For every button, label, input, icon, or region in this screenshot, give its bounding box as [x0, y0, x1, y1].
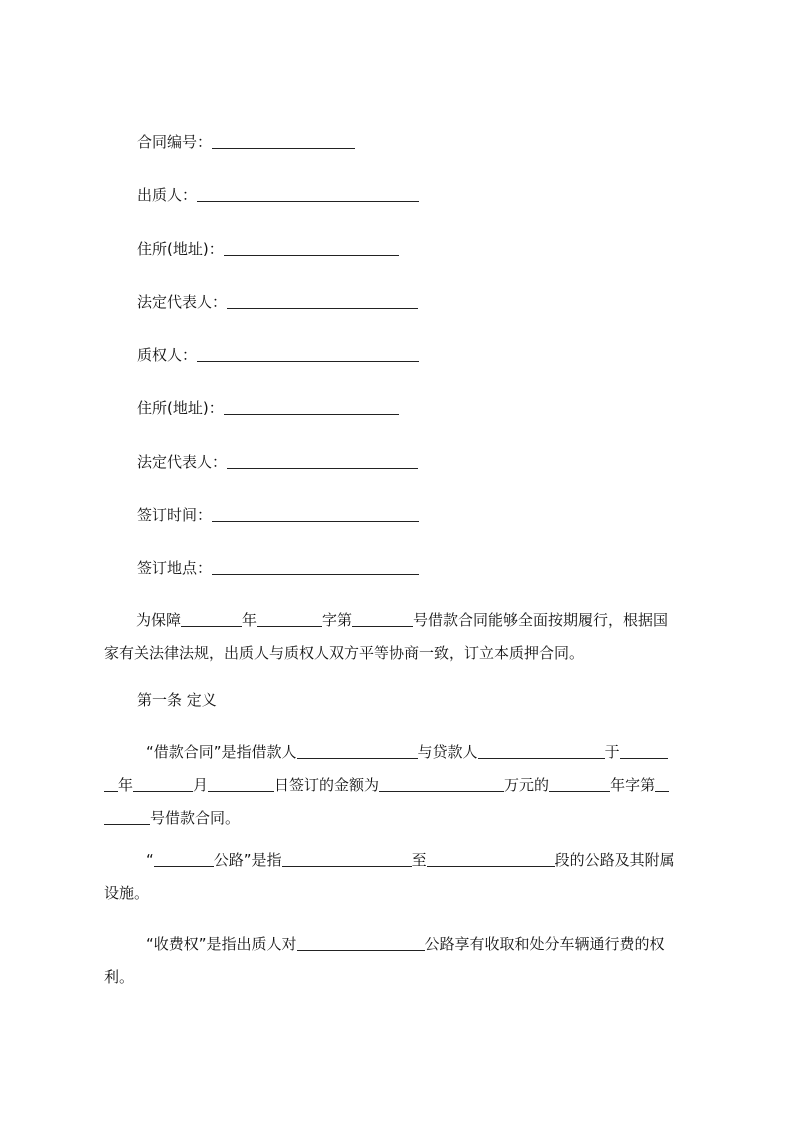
contract-number-label: 合同编号：	[137, 133, 213, 151]
toll-right-definition	[104, 928, 702, 994]
pledgee-legal-rep-field	[137, 450, 418, 472]
pledgee-address-blank[interactable]	[224, 398, 399, 415]
preamble-text: 号借款合同能够全面按期履行，根据国	[413, 611, 669, 629]
signing-time-field	[137, 503, 419, 525]
preamble-text: 年	[242, 611, 258, 629]
toll-def-line-2: 利。	[104, 968, 135, 986]
preamble-blank[interactable]	[257, 610, 322, 627]
pledgor-legal-rep-field	[137, 290, 418, 312]
contract-no-blank[interactable]	[655, 775, 669, 792]
signing-time-blank[interactable]	[212, 505, 419, 522]
pledgee-blank[interactable]	[197, 345, 419, 362]
preamble-line-2: 家有关法律法规，出质人与质权人双方平等协商一致，订立本质押合同。	[104, 644, 585, 662]
road-def-text: 公路”是指	[213, 851, 282, 869]
loan-def-text: 月	[193, 776, 209, 794]
preamble-paragraph	[104, 604, 702, 670]
pledgee-legal-rep-blank[interactable]	[227, 452, 418, 469]
loan-def-text: 年	[118, 776, 134, 794]
borrower-blank[interactable]	[297, 742, 418, 759]
loan-def-text: 年字第	[610, 776, 656, 794]
pledgee-address-label: 住所(地址)：	[137, 399, 224, 417]
road-end-blank[interactable]	[427, 850, 555, 867]
loan-def-text: 与贷款人	[417, 743, 478, 761]
preamble-blank[interactable]	[181, 610, 242, 627]
toll-def-text: 公路享有收取和处分车辆通行费的权	[424, 935, 665, 953]
contract-number-blank[interactable]	[212, 132, 355, 149]
pledgee-label: 质权人：	[137, 346, 198, 364]
road-name-blank[interactable]	[154, 850, 214, 867]
year-blank-cont[interactable]	[104, 775, 118, 792]
loan-def-text: 于	[604, 743, 620, 761]
road-def-text: 段的公路及其附属	[554, 851, 675, 869]
pledgee-field	[137, 343, 419, 365]
signing-time-label: 签订时间：	[137, 506, 213, 524]
signing-place-label: 签订地点：	[137, 559, 213, 577]
contract-no-blank-cont[interactable]	[104, 808, 150, 825]
loan-def-text: 日签订的金额为	[274, 776, 380, 794]
road-def-text: “	[146, 851, 154, 869]
pledgor-label: 出质人：	[137, 186, 198, 204]
day-blank[interactable]	[208, 775, 274, 792]
toll-def-line-1	[104, 928, 702, 961]
pledgor-address-field	[137, 237, 399, 259]
loan-def-text: 号借款合同。	[150, 809, 241, 827]
pledgor-address-blank[interactable]	[224, 239, 399, 256]
month-blank[interactable]	[133, 775, 193, 792]
contract-year-blank[interactable]	[549, 775, 610, 792]
contract-number-field	[137, 130, 355, 152]
article-1-title: 第一条 定义	[137, 691, 217, 709]
preamble-text: 字第	[322, 611, 353, 629]
toll-def-text: “收费权”是指出质人对	[146, 935, 297, 953]
loan-contract-definition	[104, 736, 702, 835]
road-start-blank[interactable]	[282, 850, 412, 867]
loan-def-line-2	[104, 769, 702, 802]
loan-def-line-3	[104, 802, 702, 835]
pledgor-legal-rep-blank[interactable]	[227, 292, 418, 309]
preamble-line-1	[104, 604, 702, 637]
toll-road-blank[interactable]	[297, 934, 425, 951]
loan-def-text: “借款合同”是指借款人	[146, 743, 297, 761]
road-definition	[104, 844, 702, 910]
amount-blank[interactable]	[379, 775, 504, 792]
loan-def-text: 万元的	[504, 776, 550, 794]
pledgor-legal-rep-label: 法定代表人：	[137, 293, 228, 311]
road-def-text: 至	[411, 851, 427, 869]
preamble-text: 为保障	[136, 611, 182, 629]
signing-place-blank[interactable]	[212, 558, 419, 575]
signing-place-field	[137, 556, 419, 578]
pledgor-blank[interactable]	[197, 185, 419, 202]
preamble-blank[interactable]	[352, 610, 413, 627]
year-blank[interactable]	[620, 742, 668, 759]
pledgor-field	[137, 183, 419, 205]
pledgee-legal-rep-label: 法定代表人：	[137, 453, 228, 471]
road-def-line-1	[104, 844, 702, 877]
lender-blank[interactable]	[478, 742, 605, 759]
pledgor-address-label: 住所(地址)：	[137, 240, 224, 258]
loan-def-line-1	[104, 736, 702, 769]
road-def-line-2: 设施。	[104, 884, 150, 902]
pledgee-address-field	[137, 396, 399, 418]
